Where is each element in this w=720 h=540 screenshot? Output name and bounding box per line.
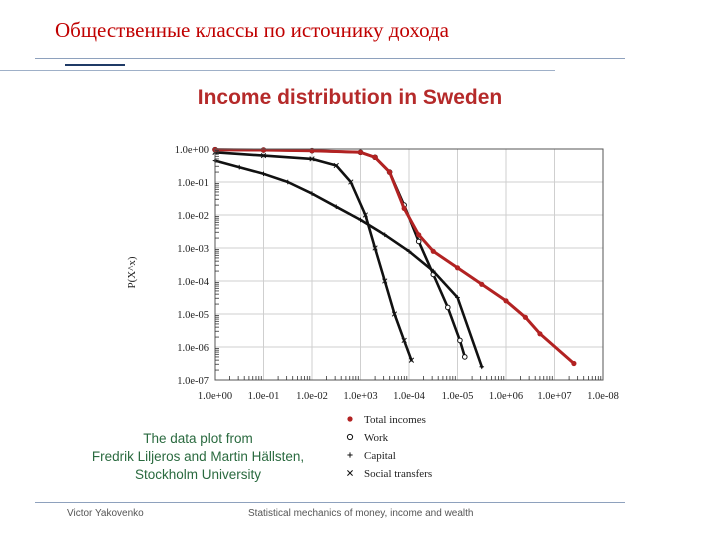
footer-author: Victor Yakovenko	[67, 508, 144, 519]
y-tick-label: 1.0e-02	[177, 211, 209, 222]
chart-legend	[347, 414, 432, 480]
legend-label: Social transfers	[364, 468, 433, 480]
legend-marker	[347, 416, 352, 421]
x-tick-label: 1.0e-08	[587, 391, 619, 402]
chart-series	[212, 147, 576, 369]
footer-rule	[35, 502, 625, 503]
series-curve	[215, 161, 482, 367]
x-tick-label: 1.0e+07	[537, 391, 572, 402]
data-point	[261, 147, 266, 152]
y-tick-label: 1.0e-04	[177, 277, 209, 288]
legend-marker	[347, 452, 352, 457]
legend-label: Capital	[364, 450, 396, 462]
series-curve	[215, 152, 411, 360]
data-point	[402, 206, 407, 211]
data-point	[479, 282, 484, 287]
data-point	[387, 170, 392, 175]
legend-label: Total incomes	[364, 414, 426, 426]
y-tick-label: 1.0e-01	[177, 178, 209, 189]
x-tick-label: 1.0e-05	[441, 391, 474, 402]
data-credit	[48, 430, 348, 484]
data-point	[358, 150, 363, 155]
x-tick-label: 1.0e-04	[393, 391, 425, 402]
x-tick-label: 1.0e+03	[343, 391, 378, 402]
data-point	[416, 232, 421, 237]
chart-title: Income distribution in Sweden	[197, 86, 503, 109]
y-tick-label: 1.0e-05	[177, 310, 209, 321]
chart-grid	[215, 149, 603, 380]
series-curve	[215, 150, 465, 357]
data-point	[446, 305, 451, 310]
data-point	[455, 265, 460, 270]
footer-subject: Statistical mechanics of money, income and wealth	[248, 508, 474, 519]
y-tick-label: 1.0e-03	[177, 244, 209, 255]
credit-line-1: The data plot from	[143, 431, 253, 446]
y-tick-label: 1.0e+00	[174, 145, 209, 156]
legend-marker	[347, 470, 352, 475]
series-capital	[213, 158, 484, 369]
credit-line-2: Fredrik Liljeros and Martin Hällsten,	[91, 449, 305, 464]
x-tick-label: 1.0e-02	[296, 391, 328, 402]
credit-line-3: Stockholm University	[134, 467, 262, 482]
data-point	[458, 338, 463, 343]
data-point	[416, 239, 421, 244]
y-tick-label: 1.0e-06	[177, 343, 209, 354]
slide-title: Общественные классы по источнику дохода	[55, 18, 449, 42]
y-tick-label: 1.0e-07	[177, 376, 209, 387]
x-tick-label: 1.0e+00	[197, 391, 233, 402]
legend-marker	[347, 434, 352, 439]
data-point	[503, 298, 508, 303]
x-tick-label: 1.0e-01	[247, 391, 280, 402]
y-axis-label: P(X^x)	[126, 256, 138, 289]
data-point	[571, 361, 576, 366]
data-point	[431, 249, 436, 254]
data-point	[537, 331, 542, 336]
legend-label: Work	[364, 432, 389, 444]
series-work	[213, 147, 467, 359]
data-point	[462, 355, 467, 360]
data-point	[372, 155, 377, 160]
chart-ticks	[175, 145, 619, 402]
data-point	[523, 315, 528, 320]
x-tick-label: 1.0e+06	[488, 391, 524, 402]
